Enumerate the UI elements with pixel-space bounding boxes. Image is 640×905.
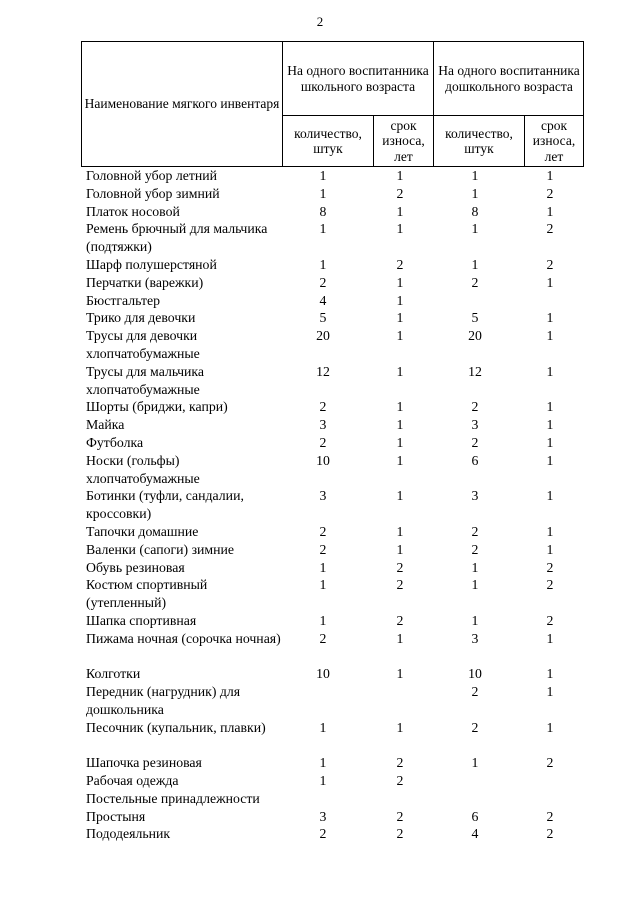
preschool-wear-years: 1: [546, 168, 554, 183]
item-name: Ремень брючный для мальчика (подтяжки): [86, 221, 268, 255]
preschool-quantity: 2: [471, 274, 479, 290]
school-quantity: 1: [319, 559, 327, 575]
table-row: [0, 612, 640, 630]
table-row: [0, 185, 640, 203]
preschool-quantity: 2: [471, 399, 479, 415]
item-name: Перчатки (варежки): [86, 274, 204, 290]
item-name: Платок носовой: [86, 203, 180, 219]
item-name: Головной убор летний: [86, 168, 218, 183]
school-wear-years: 1: [396, 203, 404, 219]
preschool-quantity: 1: [471, 221, 479, 237]
school-quantity: 20: [316, 328, 330, 344]
item-name: Головной убор зимний: [86, 185, 220, 201]
school-wear-years: 1: [396, 666, 404, 682]
school-wear-years: 2: [396, 773, 404, 789]
table-header: [81, 41, 584, 167]
item-name: Пододеяльник: [86, 826, 171, 842]
preschool-wear-years: 2: [546, 808, 554, 824]
school-wear-years: 1: [396, 310, 404, 326]
table-row: [0, 559, 640, 577]
item-name: Майка: [86, 417, 125, 433]
table-row: [0, 398, 640, 416]
item-name: Пижама ночная (сорочка ночная): [86, 630, 281, 646]
item-name: Постельные принадлежности: [86, 790, 260, 806]
preschool-wear-years: 1: [546, 666, 554, 682]
preschool-wear-years: 2: [546, 256, 554, 272]
table-row: [0, 523, 640, 541]
school-quantity: 1: [319, 256, 327, 272]
table-row: [0, 363, 640, 399]
preschool-wear-years: 1: [546, 328, 554, 344]
item-name: Трусы для девочки хлопчатобумажные: [86, 328, 200, 361]
preschool-wear-years: 1: [546, 310, 554, 326]
school-quantity: 10: [316, 452, 330, 468]
preschool-quantity: 2: [471, 684, 479, 700]
school-wear-years: 1: [396, 488, 404, 504]
school-wear-years: 2: [396, 185, 404, 201]
table-row: [0, 452, 640, 488]
page-number: 2: [316, 14, 324, 29]
school-wear-years: 2: [396, 755, 404, 771]
school-wear-years: 1: [396, 274, 404, 290]
item-name: Футболка: [86, 434, 144, 450]
item-name: Шапочка резиновая: [86, 755, 202, 771]
school-wear-years: 2: [396, 256, 404, 272]
school-wear-years: 1: [396, 328, 404, 344]
preschool-wear-years: 1: [546, 363, 554, 379]
preschool-quantity: 1: [471, 612, 479, 628]
table-row: [0, 309, 640, 327]
school-wear-years: 1: [396, 719, 404, 735]
school-quantity: 1: [319, 185, 327, 201]
school-quantity: 2: [319, 434, 327, 450]
school-quantity: 1: [319, 719, 327, 735]
table-row: [0, 790, 640, 808]
school-quantity: 3: [319, 808, 327, 824]
school-quantity: 1: [319, 221, 327, 237]
header-preschool-age: На одного воспитанника дошкольного возраста: [438, 63, 580, 94]
preschool-quantity: 20: [468, 328, 482, 344]
preschool-quantity: 1: [471, 256, 479, 272]
preschool-quantity: 1: [471, 559, 479, 575]
preschool-wear-years: 1: [546, 399, 554, 415]
school-quantity: 1: [319, 773, 327, 789]
preschool-quantity: 5: [471, 310, 479, 326]
preschool-quantity: 8: [471, 203, 479, 219]
school-wear-years: 1: [396, 221, 404, 237]
item-name: Шапка спортивная: [86, 612, 197, 628]
school-quantity: 2: [319, 274, 327, 290]
item-name: Простыня: [86, 808, 146, 824]
table-row: [0, 719, 640, 755]
header-item-name: Наименование мягкого инвентаря: [84, 96, 280, 112]
school-wear-years: 2: [396, 577, 404, 593]
item-name: Обувь резиновая: [86, 559, 185, 575]
item-name: Костюм спортивный (утепленный): [86, 577, 208, 611]
school-wear-years: 2: [396, 559, 404, 575]
school-quantity: 5: [319, 310, 327, 326]
preschool-wear-years: 1: [546, 274, 554, 290]
item-name: Носки (гольфы) хлопчатобумажные: [86, 452, 200, 486]
school-quantity: 2: [319, 630, 327, 646]
preschool-wear-years: 1: [546, 719, 554, 735]
table-row: [0, 665, 640, 683]
header-school-age: На одного воспитанника школьного возраста: [287, 63, 429, 94]
preschool-quantity: 6: [471, 808, 479, 824]
preschool-wear-years: 2: [546, 577, 554, 593]
school-wear-years: 1: [396, 630, 404, 646]
school-wear-years: 1: [396, 168, 404, 183]
preschool-wear-years: 1: [546, 434, 554, 450]
school-quantity: 4: [319, 292, 327, 308]
preschool-wear-years: 1: [546, 417, 554, 433]
table-row: [0, 274, 640, 292]
item-name: Трусы для мальчика хлопчатобумажные: [86, 363, 205, 397]
preschool-quantity: 10: [468, 666, 482, 682]
school-wear-years: 1: [396, 399, 404, 415]
item-name: Колготки: [86, 666, 141, 682]
header-school-wear: срок износа, лет: [382, 117, 425, 164]
school-wear-years: 1: [396, 417, 404, 433]
table-row: [0, 825, 640, 843]
school-quantity: 1: [319, 755, 327, 771]
school-wear-years: 1: [396, 452, 404, 468]
school-wear-years: 1: [396, 292, 404, 308]
table-row: [0, 220, 640, 256]
school-wear-years: 1: [396, 541, 404, 557]
item-name: Передник (нагрудник) для дошкольника: [86, 684, 241, 717]
preschool-quantity: 6: [471, 452, 479, 468]
school-quantity: 10: [316, 666, 330, 682]
preschool-quantity: 2: [471, 523, 479, 539]
item-name: Шарф полушерстяной: [86, 256, 217, 272]
item-name: Тапочки домашние: [86, 523, 199, 539]
preschool-wear-years: 1: [546, 684, 554, 700]
preschool-wear-years: 2: [546, 612, 554, 628]
preschool-quantity: 1: [471, 577, 479, 593]
preschool-quantity: 4: [471, 826, 479, 842]
preschool-quantity: 1: [471, 168, 479, 183]
table-row: [0, 292, 640, 310]
item-name: Песочник (купальник, плавки): [86, 719, 266, 735]
header-preschool-wear: срок износа, лет: [532, 117, 576, 164]
table-row: [0, 416, 640, 434]
table-row: [0, 772, 640, 790]
preschool-quantity: 3: [471, 488, 479, 504]
school-quantity: 3: [319, 417, 327, 433]
inventory-rows: [0, 167, 640, 843]
table-row: [0, 576, 640, 612]
table-row: [0, 434, 640, 452]
school-quantity: 3: [319, 488, 327, 504]
item-name: Шорты (бриджи, капри): [86, 399, 228, 415]
table-row: [0, 683, 640, 719]
preschool-quantity: 3: [471, 417, 479, 433]
preschool-wear-years: 1: [546, 488, 554, 504]
table-row: [0, 487, 640, 523]
item-name: Бюстгальтер: [86, 292, 160, 308]
table-row: [0, 256, 640, 274]
school-quantity: 2: [319, 523, 327, 539]
preschool-wear-years: 1: [546, 203, 554, 219]
school-wear-years: 2: [396, 826, 404, 842]
item-name: Ботинки (туфли, сандалии, кроссовки): [86, 488, 244, 522]
preschool-quantity: 1: [471, 755, 479, 771]
table-row: [0, 754, 640, 772]
school-quantity: 2: [319, 399, 327, 415]
preschool-quantity: 12: [468, 363, 482, 379]
item-name: Трико для девочки: [86, 310, 196, 326]
preschool-wear-years: 1: [546, 452, 554, 468]
preschool-quantity: 2: [471, 541, 479, 557]
header-school-quantity: количество, штук: [294, 125, 362, 156]
table-row: [0, 630, 640, 666]
school-wear-years: 2: [396, 612, 404, 628]
preschool-quantity: 3: [471, 630, 479, 646]
preschool-quantity: 1: [471, 185, 479, 201]
school-quantity: 8: [319, 203, 327, 219]
item-name: Валенки (сапоги) зимние: [86, 541, 235, 557]
school-quantity: 2: [319, 826, 327, 842]
preschool-wear-years: 2: [546, 826, 554, 842]
preschool-wear-years: 2: [546, 559, 554, 575]
table-row: [0, 167, 640, 185]
school-quantity: 1: [319, 612, 327, 628]
preschool-wear-years: 2: [546, 755, 554, 771]
preschool-wear-years: 2: [546, 185, 554, 201]
school-quantity: 1: [319, 168, 327, 183]
school-quantity: 2: [319, 541, 327, 557]
preschool-wear-years: 1: [546, 541, 554, 557]
table-row: [0, 541, 640, 559]
school-quantity: 1: [319, 577, 327, 593]
preschool-wear-years: 1: [546, 523, 554, 539]
table-row: [0, 808, 640, 826]
school-wear-years: 1: [396, 363, 404, 379]
school-wear-years: 1: [396, 434, 404, 450]
table-row: [0, 203, 640, 221]
preschool-quantity: 2: [471, 719, 479, 735]
school-wear-years: 1: [396, 523, 404, 539]
item-name: Рабочая одежда: [86, 773, 179, 789]
preschool-quantity: 2: [471, 434, 479, 450]
school-quantity: 12: [316, 363, 330, 379]
header-preschool-quantity: количество, штук: [445, 125, 513, 156]
table-row: [0, 327, 640, 363]
school-wear-years: 2: [396, 808, 404, 824]
preschool-wear-years: 1: [546, 630, 554, 646]
preschool-wear-years: 2: [546, 221, 554, 237]
